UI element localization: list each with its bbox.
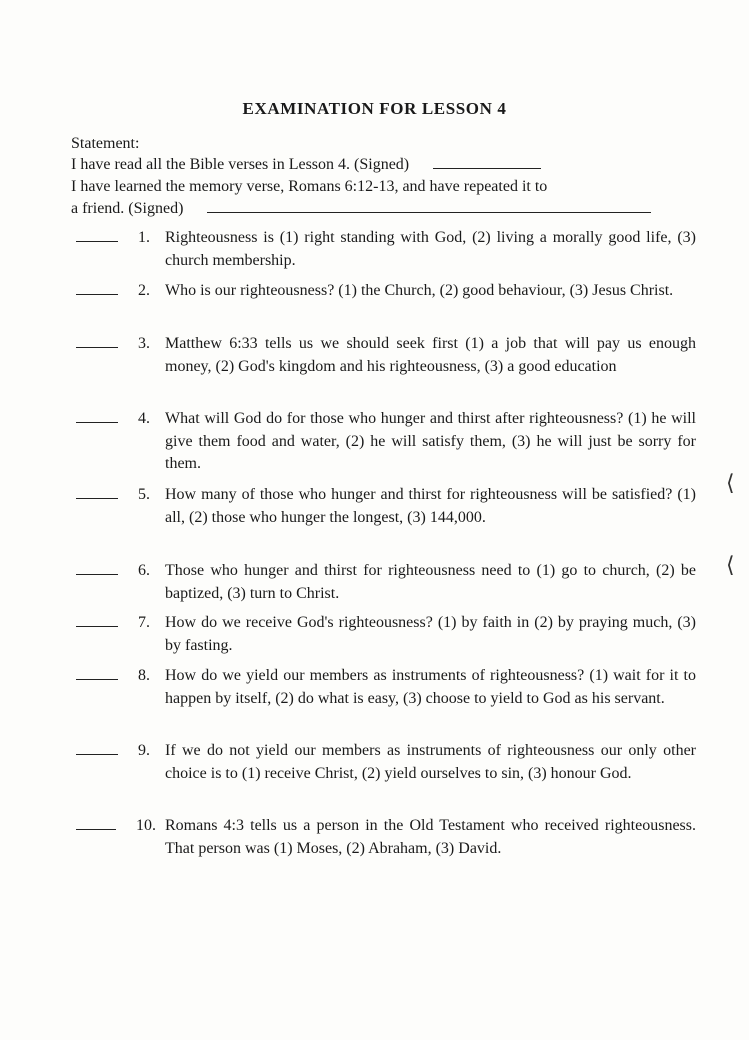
question-text: How many of those who hunger and thirst for righteousness will be satisfied? (1) all, (2) those who hunger the longest, (3) 144,000. bbox=[165, 486, 696, 526]
question-number: 10. bbox=[136, 817, 156, 834]
answer-blank[interactable] bbox=[76, 626, 118, 627]
question-text: Romans 4:3 tells us a person in the Old Testament who received righteousness. That person was (1) Moses, (2) Abraham, (3) David. bbox=[165, 817, 696, 857]
margin-scribble: ⟨ bbox=[726, 470, 735, 495]
statement-line-friend bbox=[71, 198, 696, 220]
answer-blank[interactable] bbox=[76, 679, 118, 680]
question-number: 6. bbox=[138, 562, 150, 579]
question-number: 1. bbox=[138, 229, 150, 246]
question-text: How do we yield our members as instruments of righteousness? (1) wait for it to happen by itself, (2) do what is easy, (3) choose to yield to God as his servant. bbox=[165, 667, 696, 707]
answer-blank[interactable] bbox=[76, 498, 118, 499]
answer-blank[interactable] bbox=[76, 574, 118, 575]
question-number: 5. bbox=[138, 486, 150, 503]
statement-line-read bbox=[71, 154, 696, 176]
statement-friend-text: a friend. (Signed) bbox=[71, 200, 184, 217]
statement-label: Statement: bbox=[71, 135, 140, 152]
question-number: 8. bbox=[138, 667, 150, 684]
question-text: Those who hunger and thirst for righteousness need to (1) go to church, (2) be baptized, (3) turn to Christ. bbox=[165, 562, 696, 602]
statement-line-memory: I have learned the memory verse, Romans 6:12-13, and have repeated it to bbox=[71, 178, 548, 195]
question-text: What will God do for those who hunger and thirst after righteousness? (1) he will give them food and water, (2) he will satisfy them, (3) he will just be sorry for them. bbox=[165, 410, 696, 472]
question-number: 2. bbox=[138, 282, 150, 299]
question-number: 4. bbox=[138, 410, 150, 427]
answer-blank[interactable] bbox=[76, 829, 116, 830]
answer-blank[interactable] bbox=[76, 347, 118, 348]
answer-blank[interactable] bbox=[76, 241, 118, 242]
page-title: EXAMINATION FOR LESSON 4 bbox=[242, 99, 507, 118]
question-text: How do we receive God's righteousness? (1) by faith in (2) by praying much, (3) by fasting. bbox=[165, 614, 696, 654]
statement-read-text: I have read all the Bible verses in Lesson 4. (Signed) bbox=[71, 156, 410, 173]
question-text: Righteousness is (1) right standing with God, (2) living a morally good life, (3) church membership. bbox=[165, 229, 696, 269]
question-text: Matthew 6:33 tells us we should seek first (1) a job that will pay us enough money, (2) God's kingdom and his righteousness, (3) a good education bbox=[165, 335, 696, 375]
question-text: Who is our righteousness? (1) the Church, (2) good behaviour, (3) Jesus Christ. bbox=[165, 282, 674, 299]
question-number: 9. bbox=[138, 742, 150, 759]
answer-blank[interactable] bbox=[76, 422, 118, 423]
signature-line-read[interactable] bbox=[433, 167, 541, 169]
signature-line-memory[interactable] bbox=[207, 211, 651, 213]
question-number: 7. bbox=[138, 614, 150, 631]
margin-scribble: ⟨ bbox=[726, 552, 735, 577]
question-text: If we do not yield our members as instruments of righteousness our only other choice is to (1) receive Christ, (2) yield ourselves to sin, (3) honour God. bbox=[165, 742, 696, 782]
question-number: 3. bbox=[138, 335, 150, 352]
answer-blank[interactable] bbox=[76, 754, 118, 755]
answer-blank[interactable] bbox=[76, 294, 118, 295]
